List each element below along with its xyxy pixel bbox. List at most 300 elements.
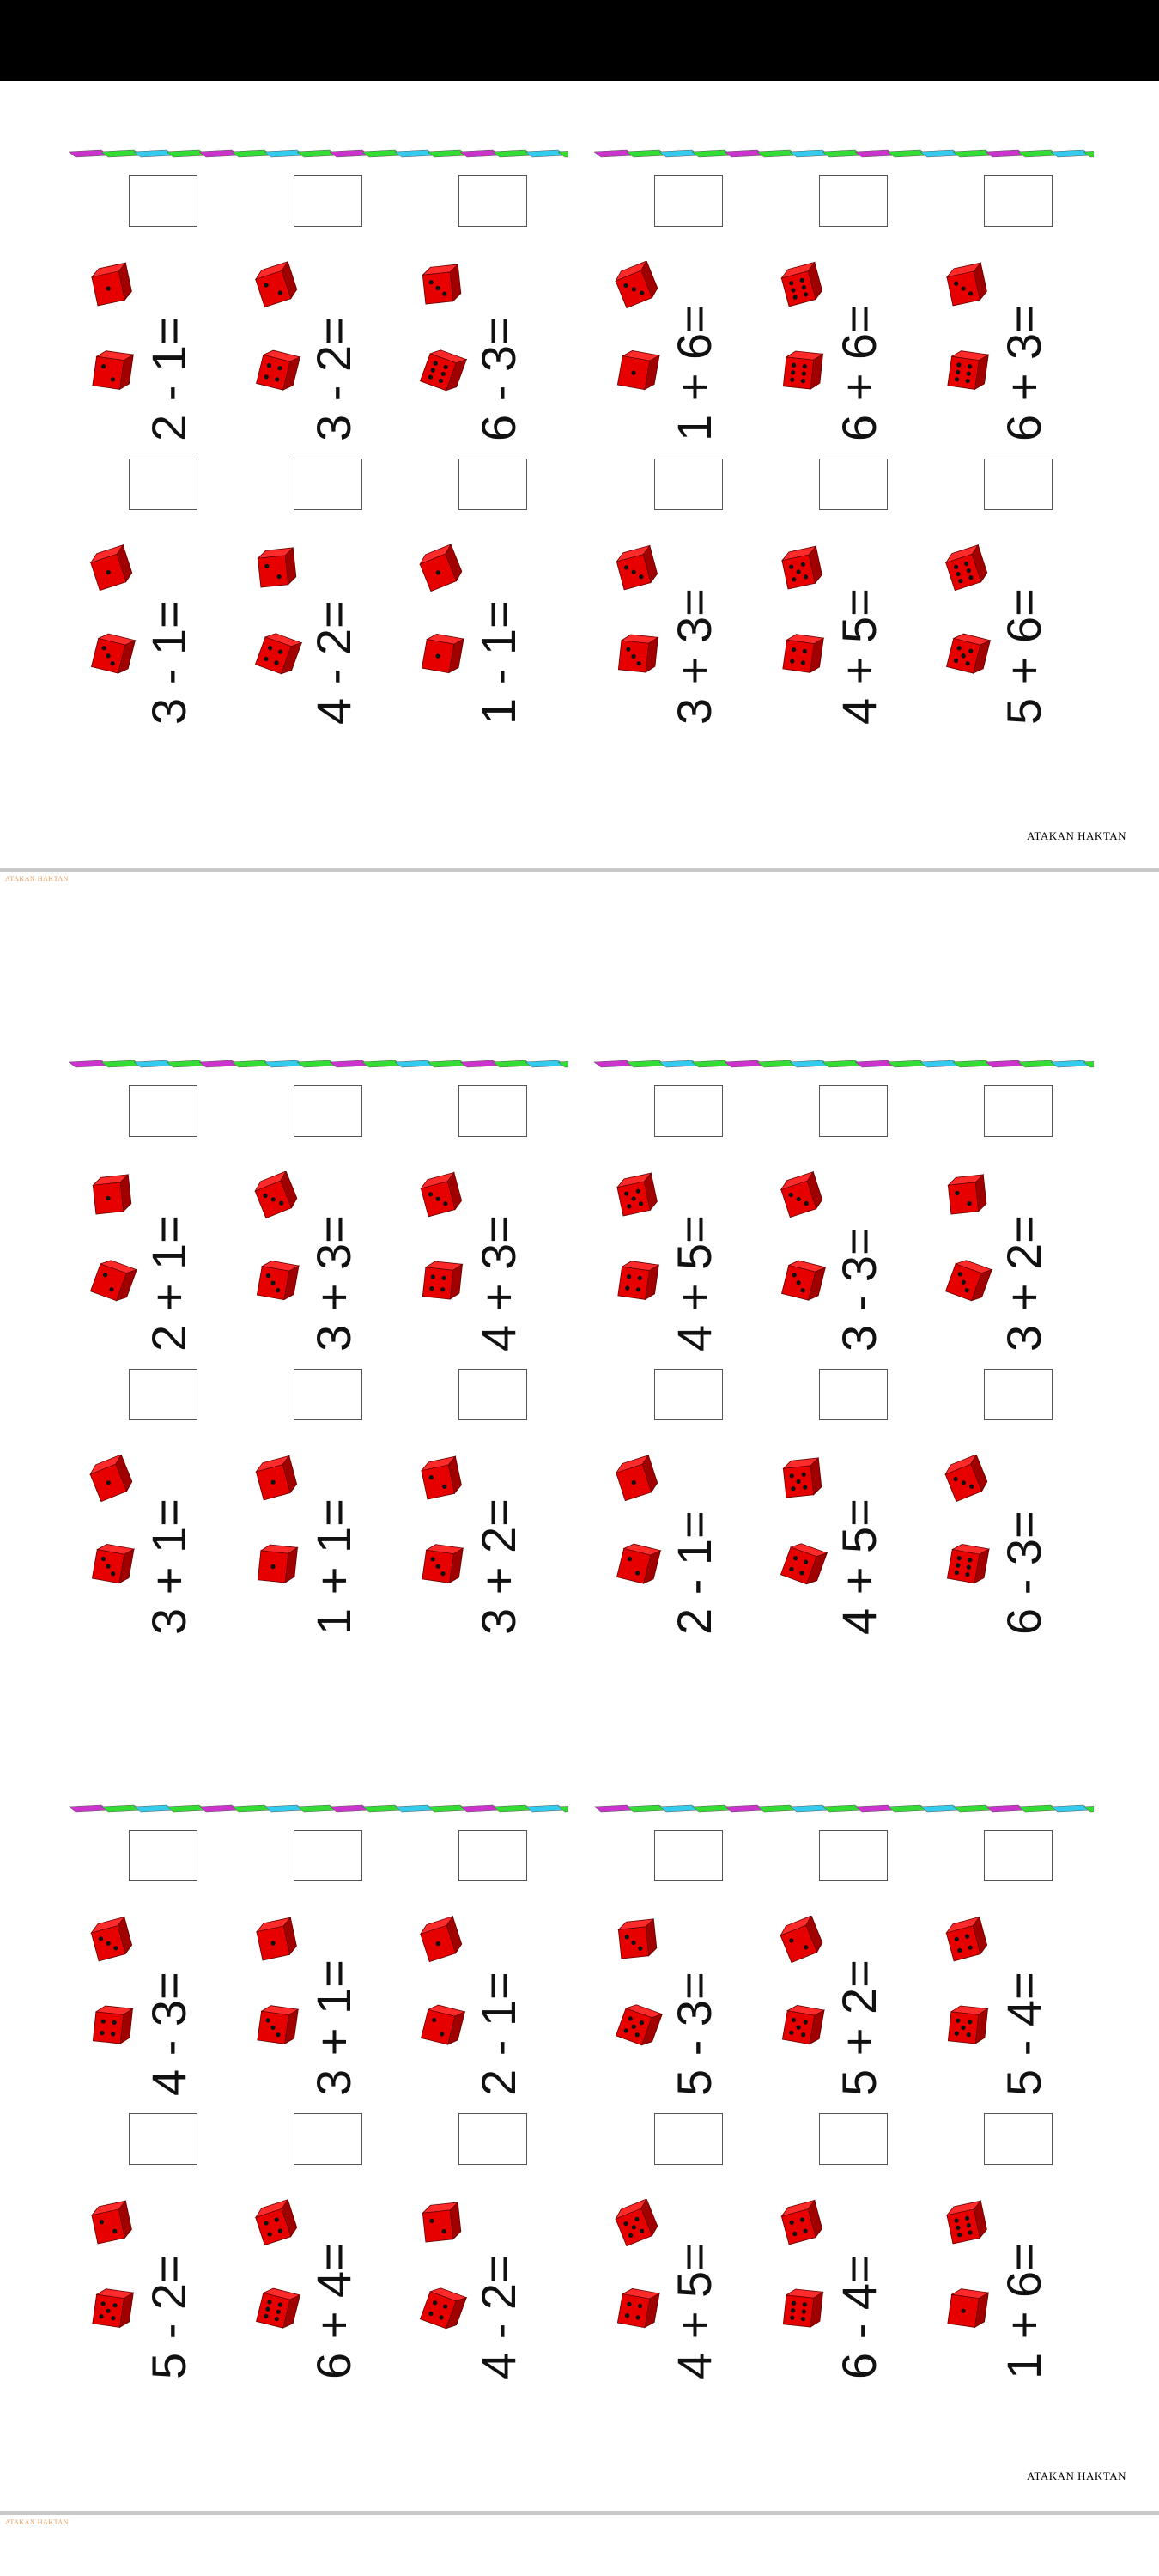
die-wrapper — [611, 261, 664, 319]
page-separator — [0, 868, 1159, 872]
die-wrapper — [776, 1916, 829, 1973]
die-wrapper — [86, 1171, 139, 1229]
die-wrapper — [776, 261, 829, 319]
equation-cell — [86, 1085, 206, 1352]
die-wrapper — [611, 347, 664, 404]
equation-wrapper — [664, 244, 725, 441]
answer-box[interactable] — [294, 2113, 362, 2165]
equation-cell — [416, 459, 536, 725]
die-wrapper — [776, 1257, 829, 1315]
equation-wrapper — [829, 244, 889, 441]
die-icon — [251, 1257, 304, 1310]
equation-cell — [251, 1830, 371, 2096]
equation-wrapper — [304, 1437, 364, 1635]
equation-wrapper — [994, 244, 1054, 441]
die-icon — [416, 1257, 469, 1310]
die-wrapper — [416, 1171, 469, 1229]
equation-cell — [941, 1085, 1061, 1352]
die-icon — [251, 630, 304, 683]
answer-box[interactable] — [654, 2113, 723, 2165]
die-wrapper — [251, 2002, 304, 2059]
die-wrapper — [86, 347, 139, 404]
die-wrapper — [776, 2199, 829, 2257]
decorative-border — [69, 149, 568, 162]
die-wrapper — [416, 544, 469, 602]
equation-text: 4 + 5= — [667, 1215, 721, 1352]
decorative-border — [69, 1059, 568, 1072]
die-icon — [251, 1455, 304, 1508]
die-icon — [251, 544, 304, 598]
answer-box[interactable] — [129, 1369, 197, 1420]
die-icon — [611, 1171, 664, 1224]
equation-wrapper — [829, 1154, 889, 1352]
die-wrapper — [941, 2285, 994, 2342]
equation-wrapper — [469, 244, 529, 441]
equation-text: 6 - 4= — [832, 2255, 886, 2379]
author-signature: ATAKAN HAKTAN — [1027, 2470, 1126, 2482]
equation-wrapper — [994, 1899, 1054, 2096]
equation-text: 3 + 2= — [471, 1498, 525, 1635]
equation-text: 5 - 2= — [142, 2255, 196, 2379]
die-icon — [611, 1916, 664, 1969]
die-icon — [941, 261, 994, 314]
equation-cell — [251, 2113, 371, 2379]
equation-text: 2 - 1= — [142, 317, 196, 441]
answer-box[interactable] — [819, 1085, 888, 1137]
die-icon — [611, 2285, 664, 2338]
equation-text: 5 - 4= — [997, 1971, 1051, 2096]
die-wrapper — [776, 2285, 829, 2342]
die-icon — [776, 2002, 829, 2055]
die-icon — [776, 1257, 829, 1310]
equation-text: 3 - 1= — [142, 600, 196, 725]
equation-text: 5 - 3= — [667, 1971, 721, 2096]
die-wrapper — [86, 544, 139, 602]
answer-box[interactable] — [294, 175, 362, 227]
die-icon — [251, 1171, 304, 1224]
die-icon — [416, 2199, 469, 2252]
die-icon — [86, 261, 139, 314]
equation-cell — [941, 459, 1061, 725]
die-wrapper — [941, 1171, 994, 1229]
equation-wrapper — [664, 1154, 725, 1352]
die-wrapper — [776, 630, 829, 688]
die-wrapper — [611, 1455, 664, 1512]
die-wrapper — [251, 1171, 304, 1229]
answer-box[interactable] — [819, 1369, 888, 1420]
die-wrapper — [251, 261, 304, 319]
answer-box[interactable] — [984, 1830, 1053, 1881]
equation-cell — [941, 2113, 1061, 2379]
answer-box[interactable] — [654, 459, 723, 510]
die-wrapper — [941, 544, 994, 602]
answer-box[interactable] — [458, 459, 527, 510]
equation-cell — [611, 459, 731, 725]
equation-text: 4 - 3= — [142, 1971, 196, 2096]
answer-box[interactable] — [984, 175, 1053, 227]
die-wrapper — [941, 1455, 994, 1512]
die-icon — [776, 630, 829, 683]
die-icon — [941, 630, 994, 683]
die-wrapper — [86, 1257, 139, 1315]
equation-wrapper — [469, 2182, 529, 2379]
answer-box[interactable] — [294, 459, 362, 510]
die-icon — [776, 1171, 829, 1224]
answer-box[interactable] — [984, 459, 1053, 510]
die-icon — [416, 2002, 469, 2055]
die-wrapper — [416, 2199, 469, 2257]
die-wrapper — [611, 2285, 664, 2342]
equation-wrapper — [664, 1437, 725, 1635]
die-icon — [611, 347, 664, 400]
die-wrapper — [416, 347, 469, 404]
footer-mark: ATAKAN HAKTAN — [5, 2518, 69, 2526]
die-icon — [86, 1455, 139, 1508]
equation-cell — [416, 2113, 536, 2379]
equation-text: 3 + 3= — [306, 1215, 361, 1352]
equation-cell — [416, 1369, 536, 1635]
die-wrapper — [941, 2002, 994, 2059]
die-wrapper — [941, 347, 994, 404]
die-icon — [251, 2002, 304, 2055]
equation-cell — [86, 1830, 206, 2096]
die-icon — [416, 544, 469, 598]
die-wrapper — [416, 1916, 469, 1973]
equation-wrapper — [829, 527, 889, 725]
equation-cell — [251, 459, 371, 725]
answer-box[interactable] — [654, 175, 723, 227]
die-icon — [86, 630, 139, 683]
die-icon — [86, 2199, 139, 2252]
equation-cell — [86, 175, 206, 441]
die-icon — [611, 1540, 664, 1594]
die-wrapper — [251, 1540, 304, 1598]
equation-cell — [251, 175, 371, 441]
equation-wrapper — [994, 1154, 1054, 1352]
equation-wrapper — [304, 1899, 364, 2096]
answer-box[interactable] — [654, 1369, 723, 1420]
die-icon — [251, 2285, 304, 2338]
equation-cell — [86, 459, 206, 725]
equation-text: 4 - 2= — [306, 600, 361, 725]
equation-cell — [776, 1369, 896, 1635]
die-wrapper — [611, 1257, 664, 1315]
die-icon — [776, 1916, 829, 1969]
die-wrapper — [86, 2002, 139, 2059]
decorative-border — [594, 1803, 1094, 1817]
equation-text: 6 + 6= — [832, 305, 886, 441]
equation-wrapper — [469, 1437, 529, 1635]
die-wrapper — [941, 261, 994, 319]
equation-text: 2 - 1= — [667, 1510, 721, 1635]
die-icon — [941, 2285, 994, 2338]
die-icon — [416, 1171, 469, 1224]
equation-wrapper — [139, 1899, 199, 2096]
die-wrapper — [941, 1540, 994, 1598]
answer-box[interactable] — [129, 459, 197, 510]
die-icon — [941, 1916, 994, 1969]
answer-box[interactable] — [458, 2113, 527, 2165]
answer-box[interactable] — [654, 1085, 723, 1137]
equation-cell — [611, 2113, 731, 2379]
answer-box[interactable] — [458, 1830, 527, 1881]
answer-box[interactable] — [294, 1830, 362, 1881]
equation-text: 3 - 3= — [832, 1227, 886, 1352]
equation-wrapper — [829, 1899, 889, 2096]
equation-text: 6 - 3= — [471, 317, 525, 441]
equation-text: 3 - 2= — [306, 317, 361, 441]
equation-cell — [86, 1369, 206, 1635]
die-icon — [776, 1455, 829, 1508]
equation-cell — [776, 1830, 896, 2096]
equation-wrapper — [664, 527, 725, 725]
answer-box[interactable] — [129, 2113, 197, 2165]
die-icon — [416, 1916, 469, 1969]
die-wrapper — [941, 1257, 994, 1315]
equation-cell — [776, 2113, 896, 2379]
die-icon — [776, 1540, 829, 1594]
die-icon — [86, 2285, 139, 2338]
equation-cell — [416, 175, 536, 441]
die-wrapper — [251, 630, 304, 688]
equation-cell — [611, 1085, 731, 1352]
die-icon — [611, 2199, 664, 2252]
equation-cell — [776, 1085, 896, 1352]
die-icon — [416, 630, 469, 683]
equation-wrapper — [994, 2182, 1054, 2379]
equation-wrapper — [469, 1154, 529, 1352]
die-wrapper — [86, 1916, 139, 1973]
die-wrapper — [86, 261, 139, 319]
die-wrapper — [611, 2002, 664, 2059]
equation-wrapper — [304, 244, 364, 441]
equation-text: 3 + 3= — [667, 588, 721, 725]
die-icon — [941, 1455, 994, 1508]
equation-text: 5 + 6= — [997, 588, 1051, 725]
top-black-bar — [0, 0, 1159, 81]
die-wrapper — [416, 2285, 469, 2342]
equation-cell — [776, 459, 896, 725]
answer-box[interactable] — [819, 175, 888, 227]
die-icon — [611, 2002, 664, 2055]
die-icon — [86, 2002, 139, 2055]
die-wrapper — [251, 347, 304, 404]
answer-box[interactable] — [129, 1085, 197, 1137]
decorative-border — [594, 1059, 1094, 1072]
die-wrapper — [416, 2002, 469, 2059]
equation-text: 4 + 5= — [832, 1498, 886, 1635]
die-wrapper — [86, 2199, 139, 2257]
die-icon — [941, 347, 994, 400]
equation-wrapper — [469, 527, 529, 725]
die-icon — [776, 2199, 829, 2252]
equation-wrapper — [664, 2182, 725, 2379]
die-icon — [941, 2002, 994, 2055]
answer-box[interactable] — [129, 175, 197, 227]
equation-cell — [941, 1830, 1061, 2096]
equation-cell — [611, 175, 731, 441]
equation-wrapper — [829, 1437, 889, 1635]
die-wrapper — [776, 347, 829, 404]
die-wrapper — [251, 1455, 304, 1512]
die-wrapper — [251, 2199, 304, 2257]
answer-box[interactable] — [294, 1369, 362, 1420]
equation-cell — [86, 2113, 206, 2379]
die-wrapper — [611, 1916, 664, 1973]
die-wrapper — [611, 2199, 664, 2257]
equation-text: 5 + 2= — [832, 1959, 886, 2096]
equation-text: 2 + 1= — [142, 1215, 196, 1352]
decorative-border — [69, 1803, 568, 1817]
equation-cell — [611, 1830, 731, 2096]
die-icon — [416, 1540, 469, 1594]
die-icon — [86, 1540, 139, 1594]
die-wrapper — [251, 1257, 304, 1315]
equation-wrapper — [304, 1154, 364, 1352]
die-wrapper — [416, 261, 469, 319]
equation-text: 2 - 1= — [471, 1971, 525, 2096]
die-icon — [941, 1540, 994, 1594]
equation-wrapper — [139, 527, 199, 725]
equation-wrapper — [139, 2182, 199, 2379]
die-wrapper — [941, 630, 994, 688]
footer-mark: ATAKAN HAKTAN — [5, 875, 69, 883]
die-icon — [941, 2199, 994, 2252]
equation-text: 4 + 5= — [667, 2243, 721, 2379]
die-icon — [251, 1540, 304, 1594]
die-icon — [941, 1257, 994, 1310]
decorative-border — [594, 149, 1094, 162]
equation-text: 4 - 2= — [471, 2255, 525, 2379]
equation-cell — [941, 175, 1061, 441]
answer-box[interactable] — [984, 1085, 1053, 1137]
answer-box[interactable] — [819, 2113, 888, 2165]
equation-text: 1 + 1= — [306, 1498, 361, 1635]
die-wrapper — [941, 1916, 994, 1973]
die-icon — [86, 347, 139, 400]
equation-text: 3 + 1= — [306, 1959, 361, 2096]
die-icon — [416, 261, 469, 314]
equation-wrapper — [829, 2182, 889, 2379]
die-icon — [416, 347, 469, 400]
die-wrapper — [776, 1171, 829, 1229]
answer-box[interactable] — [819, 1830, 888, 1881]
die-wrapper — [776, 544, 829, 602]
die-wrapper — [416, 1455, 469, 1512]
die-wrapper — [611, 630, 664, 688]
page-separator — [0, 2511, 1159, 2515]
equation-cell — [416, 1085, 536, 1352]
equation-text: 6 + 4= — [306, 2243, 361, 2379]
equation-wrapper — [139, 1154, 199, 1352]
die-icon — [611, 544, 664, 598]
die-wrapper — [776, 2002, 829, 2059]
answer-box[interactable] — [984, 1369, 1053, 1420]
answer-box[interactable] — [458, 1085, 527, 1137]
answer-box[interactable] — [129, 1830, 197, 1881]
die-wrapper — [251, 2285, 304, 2342]
die-wrapper — [86, 1455, 139, 1512]
die-wrapper — [86, 2285, 139, 2342]
die-icon — [941, 1171, 994, 1224]
equation-wrapper — [304, 2182, 364, 2379]
die-wrapper — [251, 1916, 304, 1973]
equation-text: 4 + 5= — [832, 588, 886, 725]
equation-text: 6 + 3= — [997, 305, 1051, 441]
equation-wrapper — [664, 1899, 725, 2096]
die-wrapper — [86, 1540, 139, 1598]
die-icon — [776, 347, 829, 400]
answer-box[interactable] — [984, 2113, 1053, 2165]
die-wrapper — [86, 630, 139, 688]
die-wrapper — [611, 544, 664, 602]
die-icon — [251, 347, 304, 400]
equation-cell — [416, 1830, 536, 2096]
equation-wrapper — [994, 1437, 1054, 1635]
equation-text: 3 + 2= — [997, 1215, 1051, 1352]
author-signature: ATAKAN HAKTAN — [1027, 829, 1126, 842]
die-wrapper — [941, 2199, 994, 2257]
die-icon — [86, 1916, 139, 1969]
equation-text: 1 + 6= — [997, 2243, 1051, 2379]
die-icon — [611, 1257, 664, 1310]
die-wrapper — [611, 1540, 664, 1598]
die-icon — [941, 544, 994, 598]
equation-wrapper — [139, 1437, 199, 1635]
die-icon — [416, 2285, 469, 2338]
die-wrapper — [251, 544, 304, 602]
answer-box[interactable] — [458, 175, 527, 227]
die-icon — [611, 630, 664, 683]
die-icon — [611, 261, 664, 314]
die-wrapper — [416, 630, 469, 688]
die-icon — [251, 1916, 304, 1969]
answer-box[interactable] — [458, 1369, 527, 1420]
equation-text: 3 + 1= — [142, 1498, 196, 1635]
equation-wrapper — [304, 527, 364, 725]
die-icon — [251, 2199, 304, 2252]
answer-box[interactable] — [294, 1085, 362, 1137]
equation-text: 4 + 3= — [471, 1215, 525, 1352]
equation-cell — [941, 1369, 1061, 1635]
equation-cell — [611, 1369, 731, 1635]
die-wrapper — [416, 1540, 469, 1598]
die-icon — [776, 2285, 829, 2338]
die-wrapper — [776, 1540, 829, 1598]
answer-box[interactable] — [654, 1830, 723, 1881]
answer-box[interactable] — [819, 459, 888, 510]
equation-wrapper — [139, 244, 199, 441]
equation-wrapper — [994, 527, 1054, 725]
equation-cell — [776, 175, 896, 441]
die-wrapper — [776, 1455, 829, 1512]
die-icon — [776, 544, 829, 598]
die-icon — [86, 1171, 139, 1224]
die-wrapper — [611, 1171, 664, 1229]
die-icon — [86, 1257, 139, 1310]
die-icon — [611, 1455, 664, 1508]
die-icon — [86, 544, 139, 598]
die-icon — [776, 261, 829, 314]
die-icon — [251, 261, 304, 314]
die-icon — [416, 1455, 469, 1508]
equation-cell — [251, 1085, 371, 1352]
equation-text: 1 - 1= — [471, 600, 525, 725]
die-wrapper — [416, 1257, 469, 1315]
equation-text: 1 + 6= — [667, 305, 721, 441]
equation-wrapper — [469, 1899, 529, 2096]
equation-cell — [251, 1369, 371, 1635]
